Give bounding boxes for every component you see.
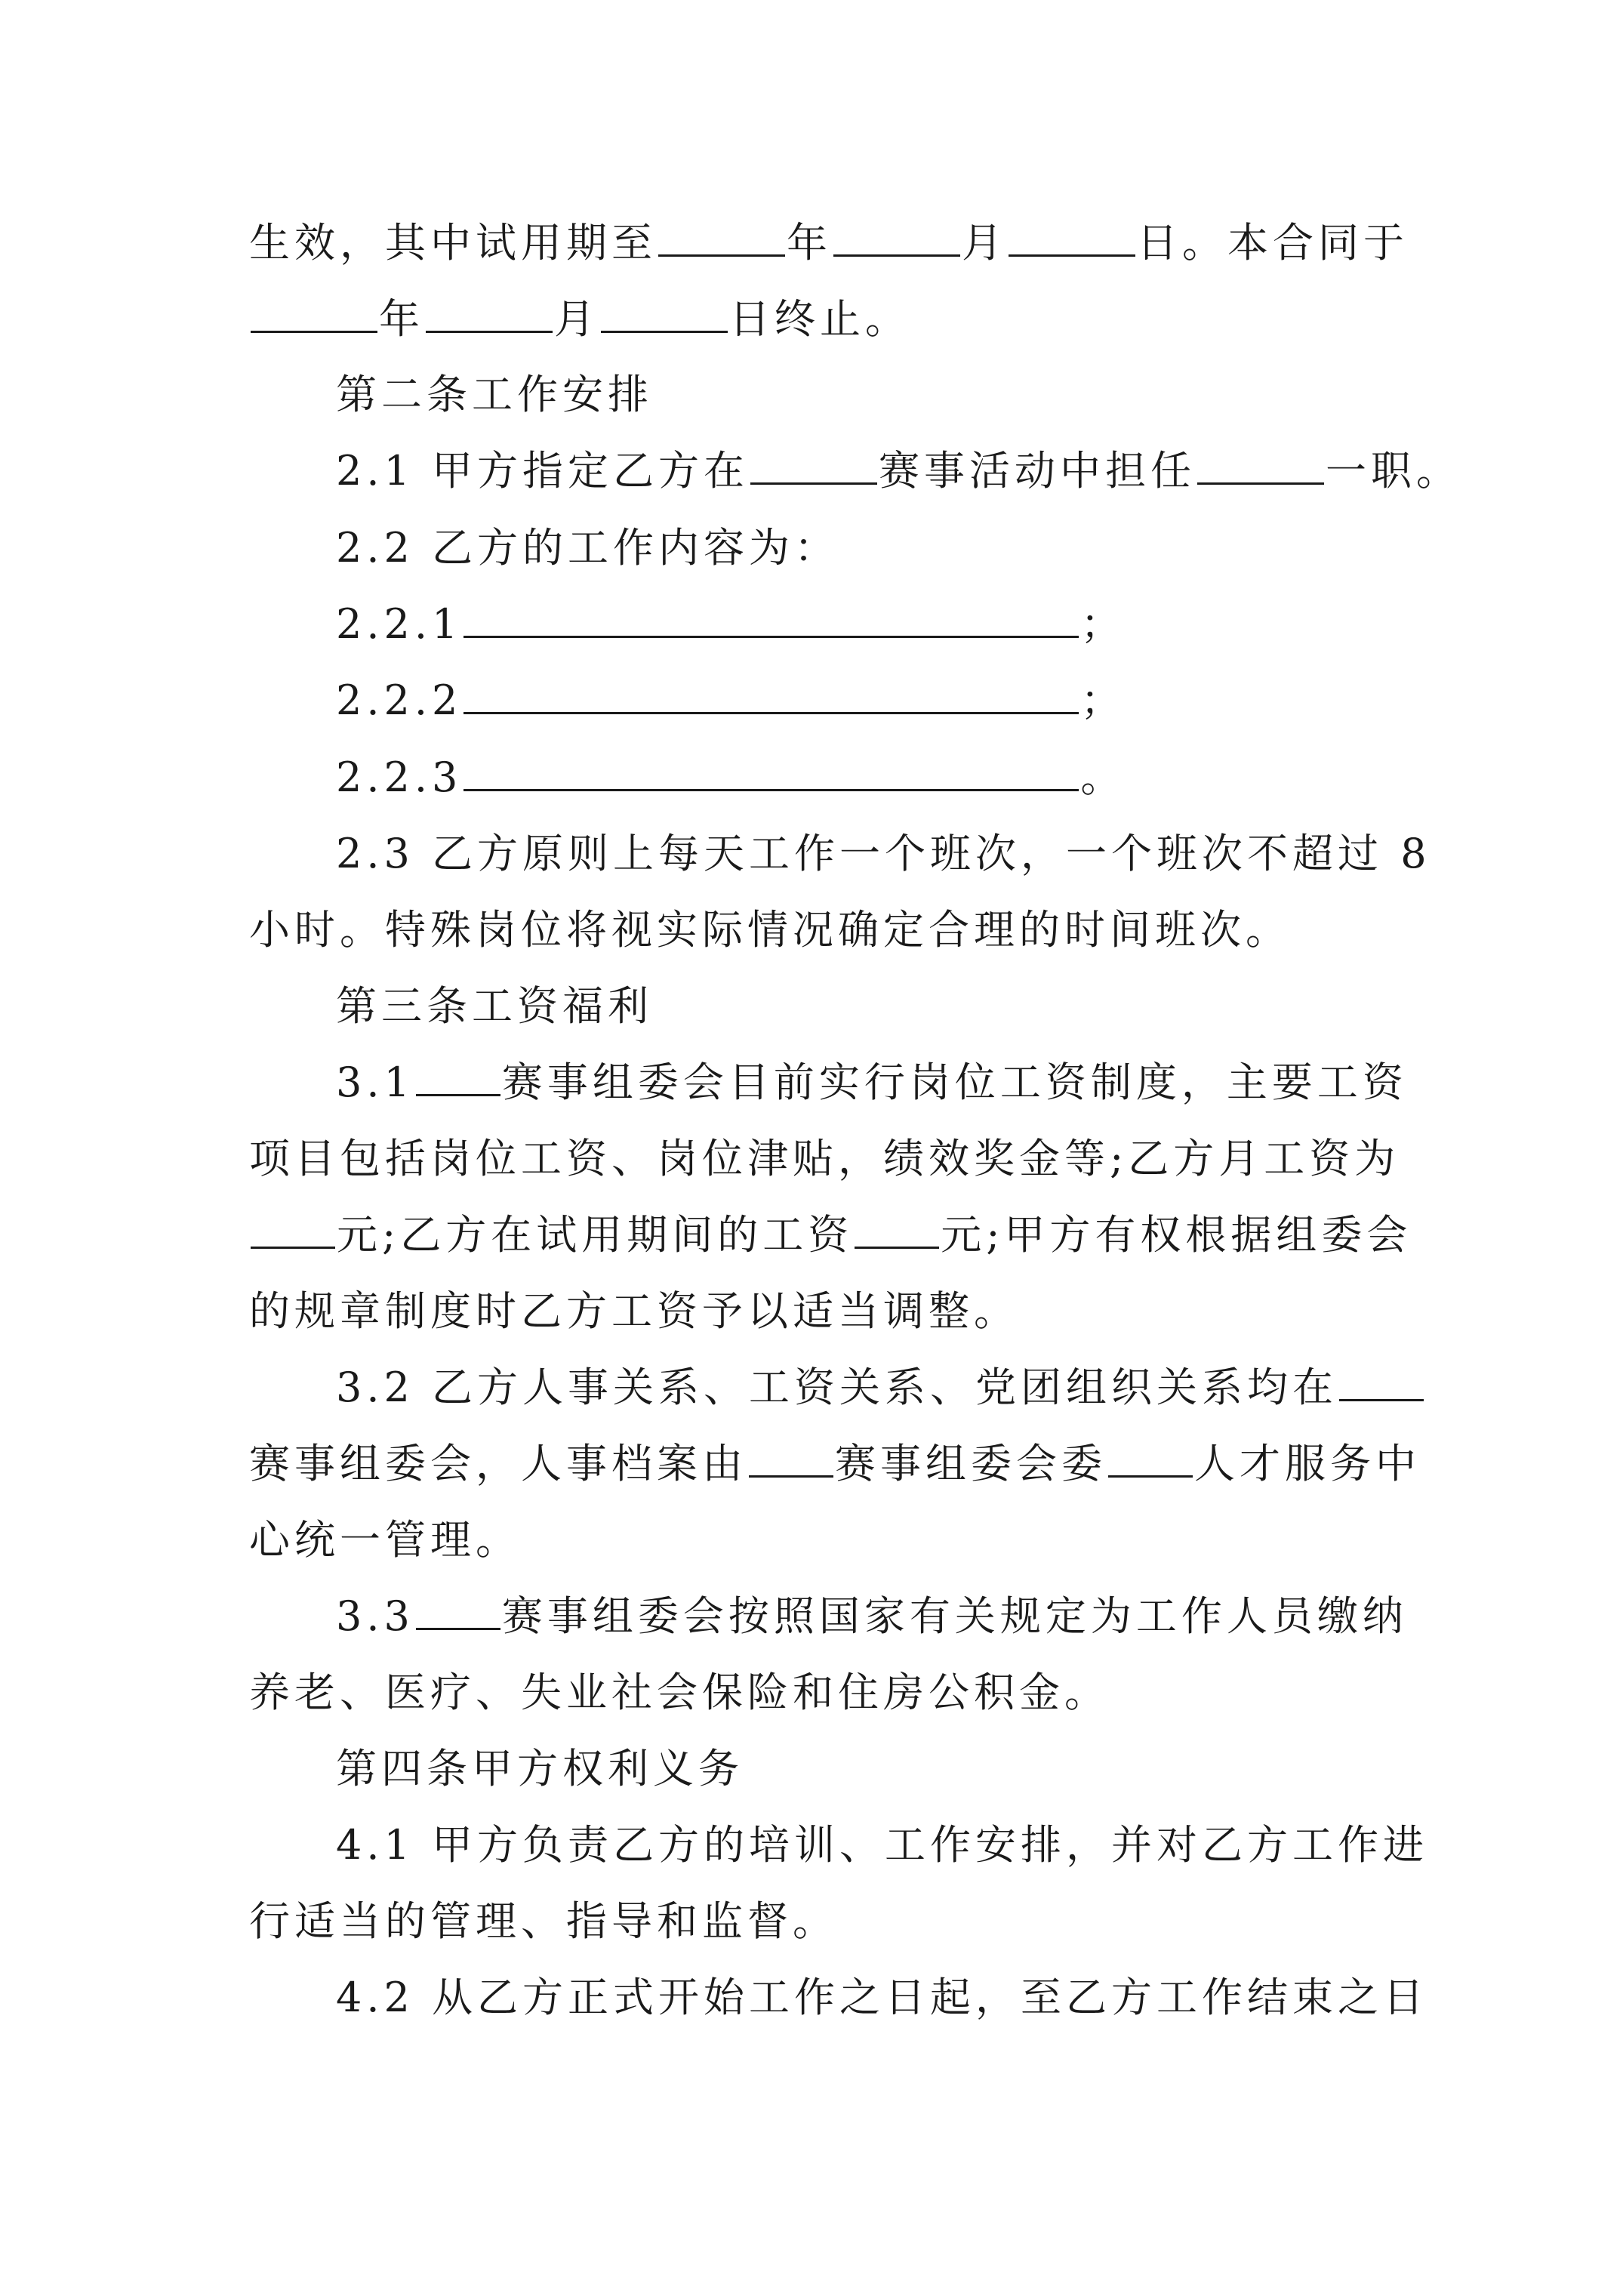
blank-year — [251, 284, 377, 333]
article-3-heading — [0, 969, 1623, 1044]
text-segment: 年 — [787, 219, 832, 267]
text-segment: 2.1 甲方指定乙方在 — [336, 447, 750, 495]
text-segment: 2.2 乙方的工作内容为： — [336, 524, 840, 572]
clause-2-2-1 — [0, 587, 1623, 662]
blank-organizer — [749, 1428, 833, 1478]
blank-year — [658, 208, 785, 257]
blank-duty — [463, 665, 1079, 714]
text-segment: 人才服务中 — [1194, 1440, 1421, 1487]
text-segment: 4.1 甲方负责乙方的培训、工作安排，并对乙方工作进 — [336, 1821, 1429, 1869]
text-segment: 生效，其中试用期至 — [249, 219, 657, 267]
clause-2-2-2 — [0, 663, 1623, 738]
text-segment: 养老、医疗、失业社会保险和住房公积金。 — [249, 1669, 1110, 1716]
clause-2-3-cont — [0, 892, 1623, 968]
blank-organizer — [416, 1047, 500, 1096]
blank-position — [1197, 436, 1324, 485]
blank-salary — [251, 1200, 335, 1249]
text-segment: 第四条甲方权利义务 — [336, 1745, 744, 1792]
text-segment: 3.3 — [336, 1592, 414, 1640]
blank-duty — [463, 742, 1079, 791]
text-segment: 2.3 乙方原则上每天工作一个班次，一个班次不超过 8 — [336, 830, 1431, 877]
blank-trial-salary — [855, 1200, 939, 1249]
text-segment: 2.2.3 — [336, 754, 463, 801]
text-segment: 2.2.2 — [336, 676, 463, 724]
clause-3-2-cont-2 — [0, 1502, 1623, 1578]
line-trial-period — [0, 205, 1623, 281]
text-segment: 元;甲方有权根据组委会 — [941, 1211, 1412, 1259]
line-termination-date — [0, 282, 1623, 357]
text-segment: 月 — [554, 295, 599, 343]
clause-3-2-cont-1 — [0, 1426, 1623, 1502]
text-segment: 第三条工资福利 — [336, 982, 653, 1030]
text-segment: ； — [1080, 600, 1126, 648]
clause-3-1-cont-3 — [0, 1274, 1623, 1349]
clause-3-3-cont — [0, 1655, 1623, 1730]
clause-3-1-cont-1 — [0, 1121, 1623, 1197]
text-segment: 小时。特殊岗位将视实际情况确定合理的时间班次。 — [249, 906, 1291, 954]
blank-organizer — [1339, 1352, 1424, 1401]
article-2-heading — [0, 357, 1623, 433]
text-segment: 3.2 乙方人事关系、工资关系、党团组织关系均在 — [336, 1364, 1338, 1411]
text-segment: 行适当的管理、指导和监督。 — [249, 1897, 838, 1945]
text-segment: 赛事组委会，人事档案由 — [249, 1440, 747, 1487]
text-segment: 第二条工作安排 — [336, 371, 653, 418]
text-segment: 赛事组委会按照国家有关规定为工作人员缴纳 — [501, 1592, 1408, 1640]
blank-event — [750, 436, 877, 485]
text-segment: 日终止。 — [729, 295, 910, 343]
blank-duty — [463, 589, 1079, 638]
text-segment: 项目包括岗位工资、岗位津贴，绩效奖金等;乙方月工资为 — [249, 1135, 1400, 1182]
article-4-heading — [0, 1731, 1623, 1807]
text-segment: 赛事组委会目前实行岗位工资制度，主要工资 — [501, 1059, 1408, 1106]
clause-3-3 — [0, 1579, 1623, 1654]
text-segment: 3.1 — [336, 1059, 414, 1106]
blank-day — [1009, 208, 1135, 257]
text-segment: 赛事活动中担任 — [879, 447, 1196, 495]
text-segment: 日。本合同于 — [1137, 219, 1409, 267]
clause-3-1-cont-2 — [0, 1197, 1623, 1273]
clause-3-2 — [0, 1350, 1623, 1425]
blank-month — [426, 284, 553, 333]
clause-4-2 — [0, 1960, 1623, 2036]
text-segment: 赛事组委会委 — [835, 1440, 1107, 1487]
clause-2-3 — [0, 816, 1623, 892]
clause-2-1 — [0, 433, 1623, 509]
text-segment: 月 — [962, 219, 1007, 267]
clause-2-2 — [0, 510, 1623, 586]
text-segment: 的规章制度时乙方工资予以适当调整。 — [249, 1287, 1019, 1335]
blank-city — [1108, 1428, 1193, 1478]
text-segment: ； — [1080, 676, 1126, 724]
clause-4-1-cont — [0, 1884, 1623, 1959]
clause-4-1 — [0, 1808, 1623, 1883]
clause-2-2-3 — [0, 740, 1623, 815]
clause-3-1 — [0, 1045, 1623, 1120]
text-segment: 一职。 — [1326, 447, 1462, 495]
blank-organizer — [416, 1581, 500, 1630]
text-segment: 元;乙方在试用期间的工资 — [337, 1211, 854, 1259]
text-segment: 2.2.1 — [336, 600, 463, 648]
text-segment: 心统一管理。 — [249, 1516, 521, 1564]
text-segment: 年 — [379, 295, 424, 343]
text-segment: 。 — [1080, 754, 1126, 801]
blank-month — [833, 208, 960, 257]
blank-day — [601, 284, 728, 333]
text-segment: 4.2 从乙方正式开始工作之日起，至乙方工作结束之日 — [336, 1974, 1429, 2021]
